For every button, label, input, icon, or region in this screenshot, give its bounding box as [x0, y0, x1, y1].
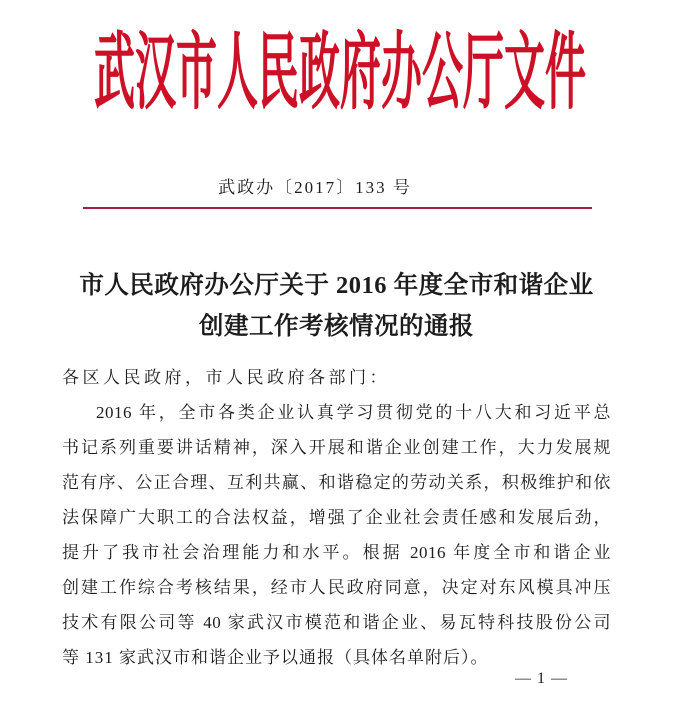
red-divider-rule: [83, 207, 592, 209]
body-line: 2016 年，全市各类企业认真学习贯彻党的十八大和习近平总: [96, 403, 611, 422]
red-header-banner: [0, 25, 680, 120]
body-line: 技术有限公司等 40 家武汉市模范和谐企业、易瓦特科技股份公司: [62, 613, 611, 632]
page-number: — 1 —: [515, 670, 568, 687]
document-title-line2: 创建工作考核情况的通报: [199, 313, 474, 340]
body-line: 法保障广大职工的合法权益，增强了企业社会责任感和发展后劲，: [62, 508, 611, 527]
document-title: [62, 265, 611, 347]
red-header-banner-title: 武汉市人民政府办公厅文件: [94, 25, 586, 120]
doc-number: 武政办〔2017〕133 号: [218, 178, 412, 197]
document-title-line1: 市人民政府办公厅关于 2016 年度全市和谐企业: [79, 272, 594, 299]
salutation-line: 各区人民政府，市人民政府各部门：: [62, 368, 390, 387]
document-body: [62, 360, 611, 675]
body-line: 范有序、公正合理、互利共赢、和谐稳定的劳动关系，积极维护和依: [62, 473, 611, 492]
body-line: 提升了我市社会治理能力和水平。根据 2016 年度全市和谐企业: [62, 543, 611, 562]
body-line: 等 131 家武汉市和谐企业予以通报（具体名单附后）。: [62, 648, 489, 667]
body-line: 创建工作综合考核结果，经市人民政府同意，决定对东风模具冲压: [62, 578, 611, 597]
body-line: 书记系列重要讲话精神，深入开展和谐企业创建工作，大力发展规: [62, 438, 611, 457]
